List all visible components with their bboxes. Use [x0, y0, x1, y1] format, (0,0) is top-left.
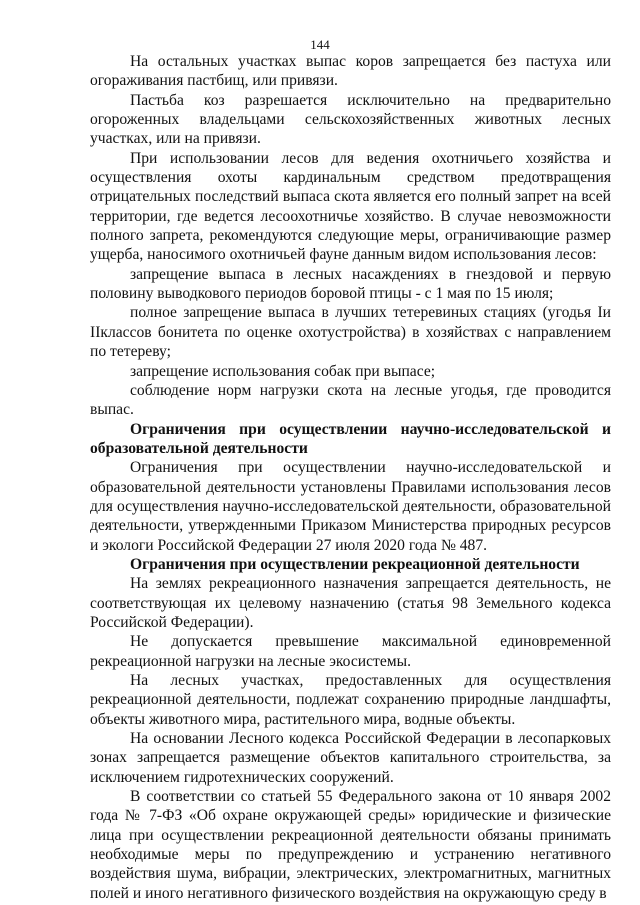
paragraph: На остальных участках выпас коров запрещается без пастуха или огораживания пастбищ, или привязи.	[90, 53, 611, 90]
paragraph: В соответствии со статьей 55 Федерального закона от 10 января 2002 года № 7-ФЗ «Об охране окружающей среды» юридические и физические лица при осуществлении рекреационной деятельности обязаны принимать необходимые меры по предупреждению и устранению негативного воздействия шума, вибрации, электрических, электромагнитных, магнитных полей и иного негативного физического воздействия на окружающую среду в	[90, 788, 611, 902]
list-item: полное запрещение выпаса в лучших тетеревиных стациях (угодья Iи IIклассов бонитета по оценке охотустройства) в хозяйствах с направлением по тетереву;	[90, 304, 611, 361]
list-item: запрещение использования собак при выпасе;	[130, 362, 436, 380]
list-item: соблюдение норм нагрузки скота на лесные угодья, где проводится выпас.	[90, 381, 611, 419]
paragraph: Не допускается превышение максимальной единовременной рекреационной нагрузки на лесные экосистемы.	[90, 633, 611, 670]
document-body	[90, 52, 611, 903]
paragraph: На основании Лесного кодекса Российской Федерации в лесопарковых зонах запрещается размещение объектов капитального строительства, за исключением гидротехнических сооружений.	[90, 730, 611, 786]
list-item: запрещение выпаса в лесных насаждениях в гнездовой и первую половину выводкового периодов боровой птицы - с 1 мая по 15 июля;	[90, 265, 611, 303]
paragraph: Ограничения при осуществлении научно-исследовательской и образовательной деятельности установлены Правилами использования лесов для осуществления научно-исследовательской деятельности, образовательной деятельности, утвержденными Приказом Министерства природных ресурсов и экологи Российской Федерации 27 июля 2020 года № 487.	[90, 459, 611, 554]
page-number: 144	[310, 37, 330, 52]
paragraph: На землях рекреационного назначения запрещается деятельность, не соответствующая их целевому назначению (статья 98 Земельного кодекса Российской Федерации).	[90, 575, 611, 631]
section-heading: Ограничения при осуществлении рекреационной деятельности	[130, 555, 580, 573]
section-heading: Ограничения при осуществлении научно-исследовательской и образовательной деятельности	[90, 420, 611, 457]
paragraph: Пастьба коз разрешается исключительно на предварительно огороженных владельцами сельскохозяйственных животных лесных участках, или на привязи.	[90, 91, 611, 148]
paragraph: На лесных участках, предоставленных для осуществления рекреационной деятельности, подлежат сохранению природные ландшафты, объекты животного мира, растительного мира, водные объекты.	[90, 672, 611, 728]
paragraph: При использовании лесов для ведения охотничьего хозяйства и осуществления охоты кардинальным средством предотвращения отрицательных последствий выпаса скота является его полный запрет на всей территории, где ведется лесоохотничье хозяйство. В случае невозможности полного запрета, рекомендуются следующие меры, ограничивающие размер ущерба, наносимого охотничьей фауне данным видом использования лесов:	[90, 149, 611, 264]
